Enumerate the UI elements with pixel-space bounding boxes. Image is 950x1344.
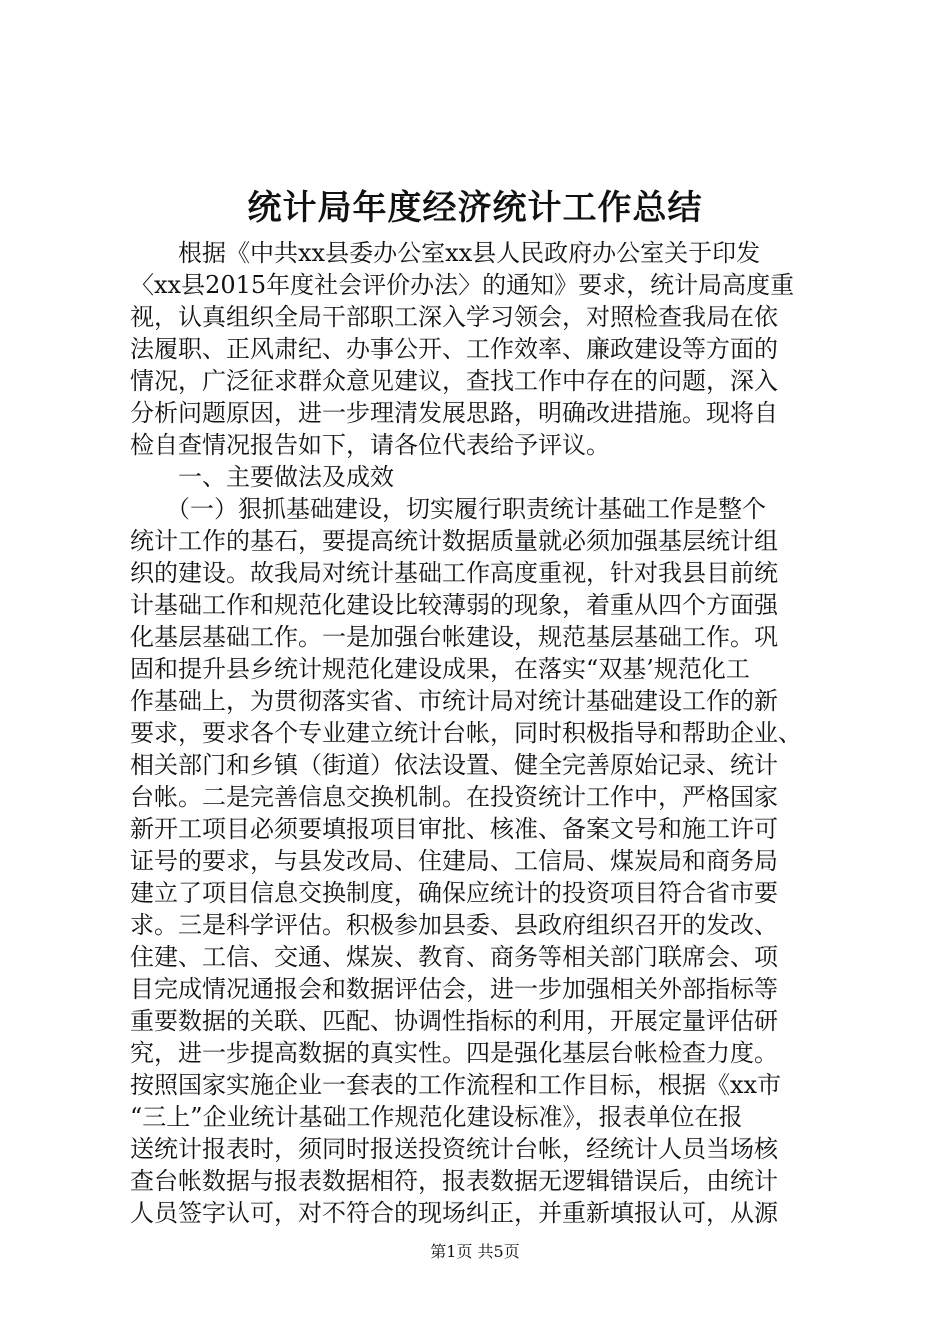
body-line: （一）狠抓基础建设，切实履行职责统计基础工作是整个 — [130, 495, 766, 523]
body-line: 统计工作的基石，要提高统计数据质量就必须加强基层统计组 — [130, 527, 778, 555]
body-line: 〈xx县2015年度社会评价办法〉的通知》要求，统计局高度重 — [130, 271, 795, 299]
body-line: 相关部门和乡镇（街道）依法设置、健全完善原始记录、统计 — [130, 751, 778, 779]
body-line: 建立了项目信息交换制度，确保应统计的投资项目符合省市要 — [130, 879, 778, 907]
page-footer: 第1页 共5页 — [430, 1242, 520, 1261]
document-body — [130, 237, 830, 1229]
body-line: 一、主要做法及成效 — [130, 463, 394, 491]
body-line: 检自查情况报告如下，请各位代表给予评议。 — [130, 431, 610, 459]
body-line: 化基层基础工作。一是加强台帐建设，规范基层基础工作。巩 — [130, 623, 778, 651]
body-line: 台帐。二是完善信息交换机制。在投资统计工作中，严格国家 — [130, 783, 778, 811]
body-line: 情况，广泛征求群众意见建议，查找工作中存在的问题，深入 — [130, 367, 778, 395]
body-line: 究，进一步提高数据的真实性。四是强化基层台帐检查力度。 — [130, 1039, 778, 1067]
body-line: 分析问题原因，进一步理清发展思路，明确改进措施。现将自 — [130, 399, 778, 427]
document-title: 统计局年度经济统计工作总结 — [247, 188, 703, 228]
body-line: 住建、工信、交通、煤炭、教育、商务等相关部门联席会、项 — [130, 943, 778, 971]
body-line: 送统计报表时，须同时报送投资统计台帐，经统计人员当场核 — [130, 1135, 778, 1163]
body-line: 按照国家实施企业一套表的工作流程和工作目标，根据《xx市 — [130, 1071, 782, 1099]
body-line: 作基础上，为贯彻落实省、市统计局对统计基础建设工作的新 — [130, 687, 778, 715]
body-line: 视，认真组织全局干部职工深入学习领会，对照检查我局在依 — [130, 303, 778, 331]
body-line: 计基础工作和规范化建设比较薄弱的现象，着重从四个方面强 — [130, 591, 778, 619]
body-line: 人员签字认可，对不符合的现场纠正，并重新填报认可，从源 — [130, 1199, 778, 1227]
body-line: 固和提升县乡统计规范化建设成果，在落实“双基’规范化工 — [130, 655, 750, 683]
body-line: 织的建设。故我局对统计基础工作高度重视，针对我县目前统 — [130, 559, 778, 587]
body-line: 根据《中共xx县委办公室xx县人民政府办公室关于印发 — [130, 239, 761, 267]
body-line: 求。三是科学评估。积极参加县委、县政府组织召开的发改、 — [130, 911, 778, 939]
body-line: 目完成情况通报会和数据评估会，进一步加强相关外部指标等 — [130, 975, 778, 1003]
body-line: “三上”企业统计基础工作规范化建设标准》，报表单位在报 — [130, 1103, 743, 1131]
body-line: 查台帐数据与报表数据相符，报表数据无逻辑错误后，由统计 — [130, 1167, 778, 1195]
body-line: 法履职、正风肃纪、办事公开、工作效率、廉政建设等方面的 — [130, 335, 778, 363]
body-line: 新开工项目必须要填报项目审批、核准、备案文号和施工许可 — [130, 815, 778, 843]
body-line: 证号的要求，与县发改局、住建局、工信局、煤炭局和商务局 — [130, 847, 778, 875]
body-line: 重要数据的关联、匹配、协调性指标的利用，开展定量评估研 — [130, 1007, 778, 1035]
body-line: 要求，要求各个专业建立统计台帐，同时积极指导和帮助企业、 — [130, 719, 802, 747]
